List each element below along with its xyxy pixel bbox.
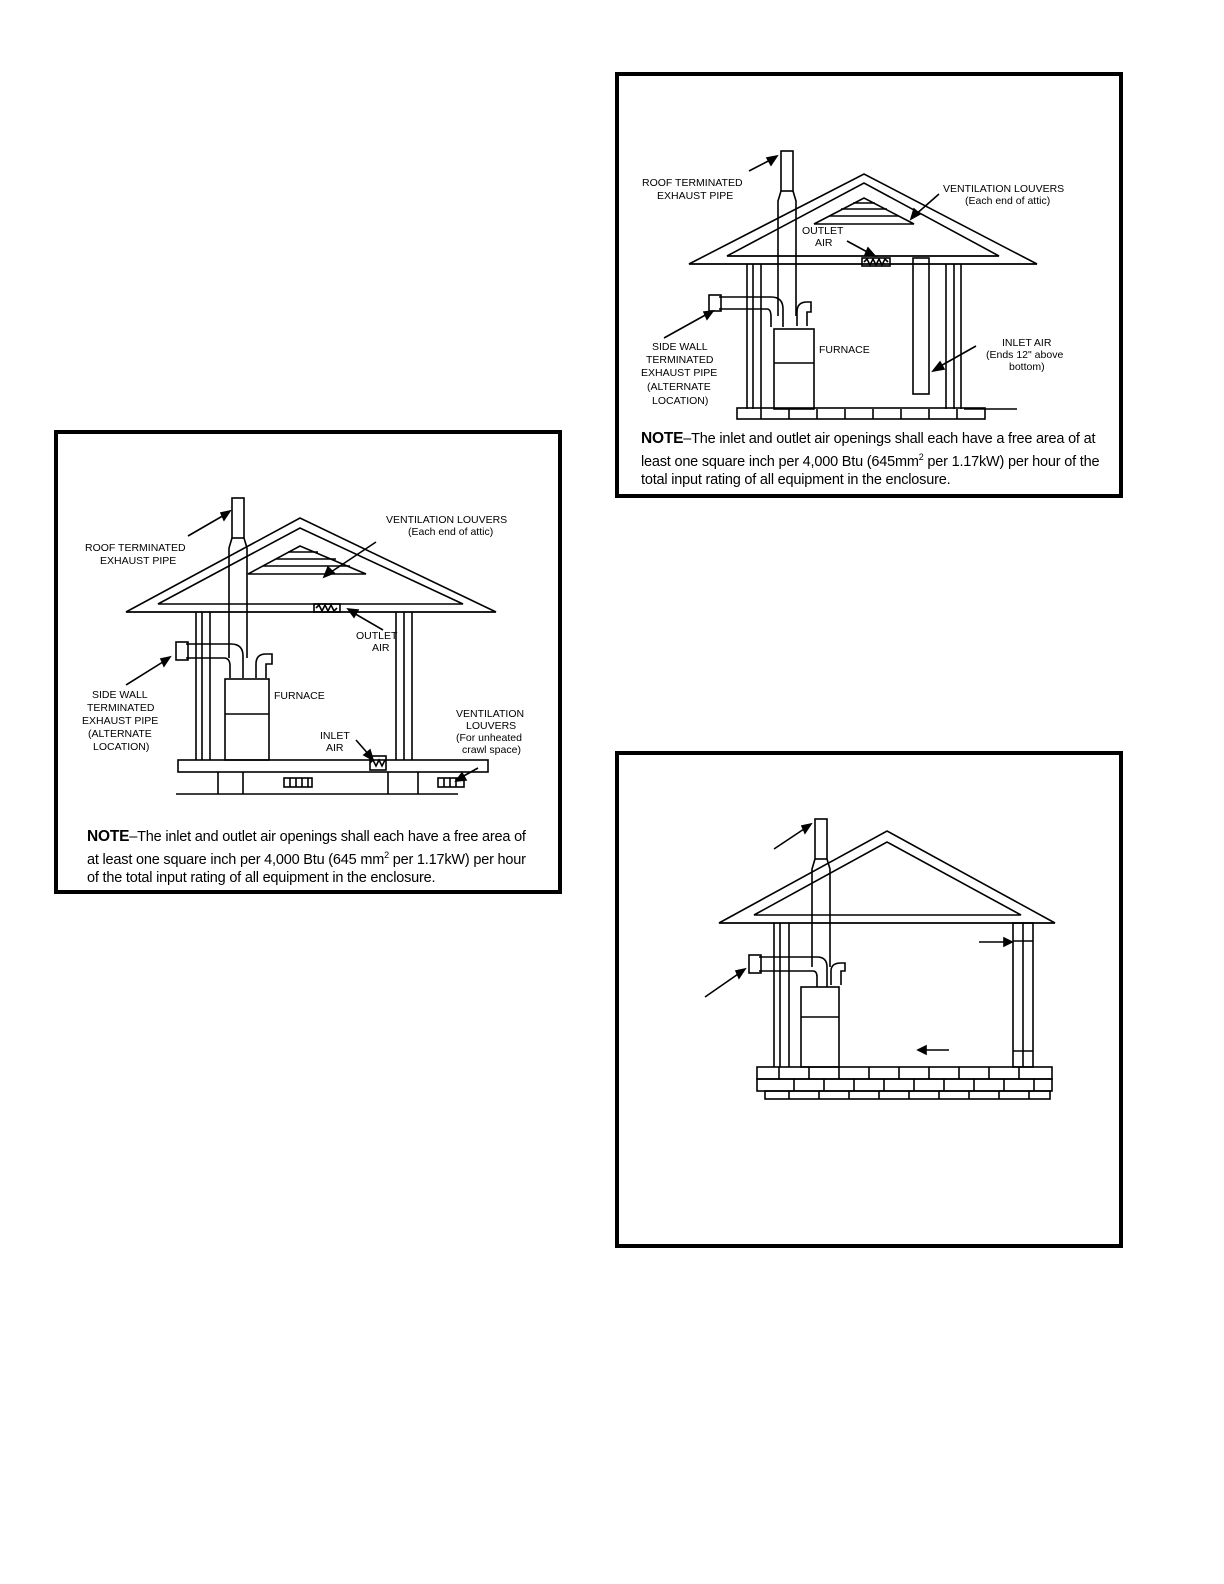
note-left: NOTE–The inlet and outlet air openings shall each have a free area of at least one square inch per 4,000 Btu (645 $mm^2$ per 1.17kW) per hour of the total input rating of all equipment in the enclosure. [87, 828, 526, 886]
furnace [774, 329, 814, 409]
floor [178, 760, 488, 772]
label-roof-exhaust: ROOF TERMINATED EXHAUST PIPE [85, 542, 186, 567]
roof [719, 831, 1055, 923]
label-outlet-air: OUTLET AIR [802, 225, 844, 249]
label-outlet-air: OUTLET AIR [356, 630, 398, 654]
side-wall-exhaust-pipe [719, 297, 783, 327]
label-inlet-air: INLET AIR (Ends 12" above bottom) [986, 337, 1064, 373]
roof-inner [754, 842, 1021, 915]
side-wall-exhaust-pipe [759, 957, 827, 987]
roof-exhaust-pipe [781, 151, 793, 191]
note-top: NOTE–The inlet and outlet air openings shall each have a free area of at least one square inch per 4,000 Btu ($645mm^2$ per 1.17kW) per hour of the total input rating of all equipment in the enclosure. [641, 430, 1100, 488]
label-furnace: FURNACE [819, 344, 870, 356]
label-roof-exhaust: ROOF TERMINATED EXHAUST PIPE [642, 177, 743, 202]
inlet-air-duct [913, 258, 929, 394]
label-side-wall: SIDE WALL TERMINATED EXHAUST PIPE (ALTERNATE LOCATION) [82, 689, 159, 753]
label-vent-louvers: VENTILATION LOUVERS (Each end of attic) [386, 514, 508, 538]
furnace [801, 987, 839, 1067]
brick-foundation [757, 1067, 1052, 1099]
roof-exhaust-pipe [815, 819, 827, 859]
diagram-panel-unlabeled [615, 751, 1123, 1248]
furnace [225, 679, 269, 760]
diagram-panel-attic-ventilation [615, 72, 1123, 498]
label-inlet-air: INLET AIR [320, 730, 350, 754]
label-side-wall: SIDE WALL TERMINATED EXHAUST PIPE (ALTERNATE LOCATION) [641, 341, 718, 407]
label-crawl-louvers: VENTILATION LOUVERS (For unheated crawl space) [456, 708, 525, 756]
side-wall-exhaust-pipe [186, 644, 243, 678]
roof-exhaust-pipe [232, 498, 244, 538]
house-diagram-crawl [58, 434, 558, 890]
house-diagram-slab [619, 755, 1119, 1244]
label-vent-louvers: VENTILATION LOUVERS (Each end of attic) [943, 183, 1065, 207]
diagram-panel-crawl-space [54, 430, 562, 894]
label-furnace: FURNACE [274, 690, 325, 702]
